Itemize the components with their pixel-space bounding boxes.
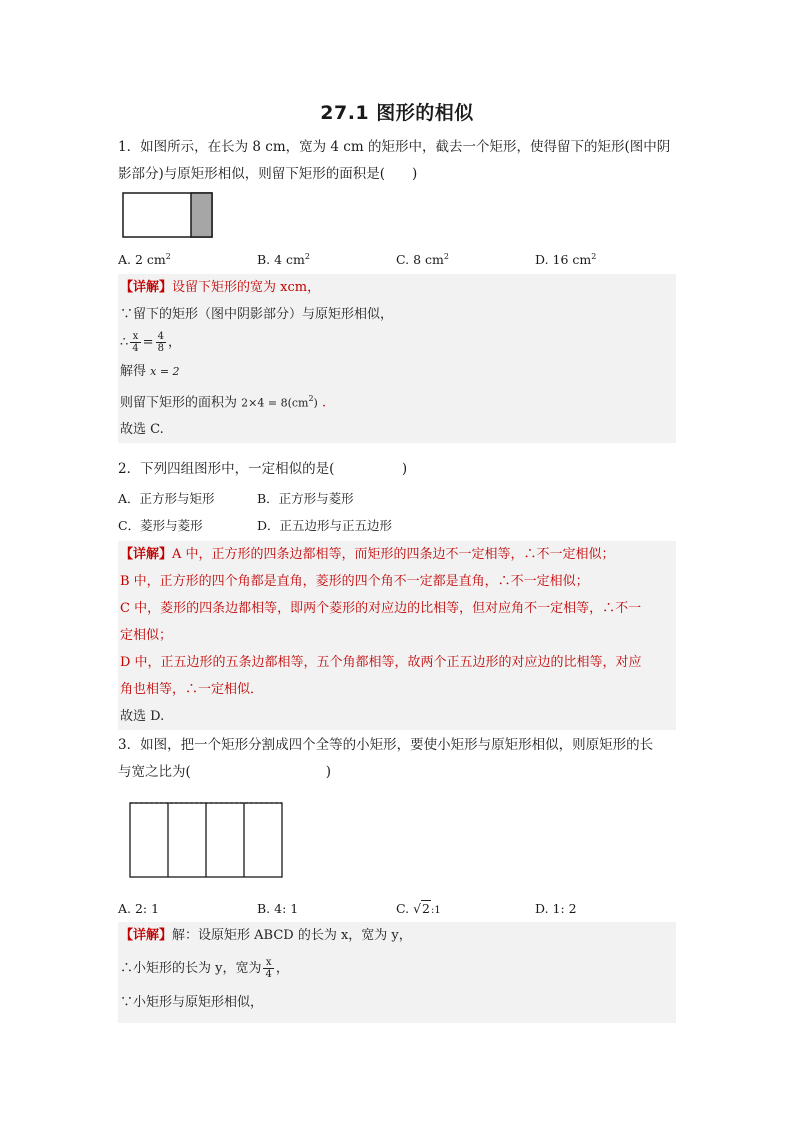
option-a[interactable]: A．正方形与矩形 [118,491,215,506]
option-d[interactable]: D. 1: 2 [535,901,577,916]
answer-1-line-1: 【详解】设留下矩形的宽为 xcm， [120,280,321,295]
answer-1-line-2: ∵留下的矩形（图中阴影部分）与原矩形相似， [120,307,394,322]
option-c[interactable]: C．菱形与菱形 [118,518,203,533]
shaded-rectangle [191,193,212,237]
answer-2-line-4: 定相似； [120,628,173,643]
question-3-line-2: 与宽之比为( ) [118,764,332,780]
question-3 [118,732,676,786]
answer-1-line-6: 故选 C. [120,422,164,438]
question-1 [118,134,676,188]
option-c[interactable]: C. √2:1 [396,901,441,916]
question-2-options-row-1 [118,485,676,512]
question-1-line-2: 影部分)与原矩形相似，则留下矩形的面积是( ) [118,166,418,182]
option-b[interactable]: B. 4 $cm^2$ [257,252,311,268]
question-3-figure [128,800,284,880]
answer-1 [118,274,676,443]
answer-2-line-6: 角也相等，∴一定相似． [120,682,264,697]
answer-1-line-3: ∴ $\frac{x}{4}$ = $\frac{4}{8}$ ， [120,331,181,354]
question-2: 2．下列四组图形中，一定相似的是( ) [118,461,408,477]
answer-3-line-1: 【详解】解：设原矩形 ABCD 的长为 x，宽为 y， [120,928,412,943]
option-b[interactable]: B．正方形与菱形 [257,491,354,506]
answer-2-line-2: B 中，正方形的四个角都是直角，菱形的四个角不一定都是直角，∴不一定相似； [120,574,589,589]
option-a[interactable]: A. 2 $cm^2$ [118,252,171,268]
answer-3-line-2: ∴小矩形的长为 y，宽为 $\frac{x}{4}$ ， [120,957,289,980]
answer-2 [118,541,676,730]
question-3-line-1: 3．如图，把一个矩形分割成四个全等的小矩形，要使小矩形与原矩形相似，则原矩形的长 [118,737,654,753]
option-c[interactable]: C. 8 $cm^2$ [396,252,449,268]
question-3-options [118,897,676,923]
option-a[interactable]: A. 2: 1 [118,901,160,916]
question-1-figure [122,192,214,240]
option-b[interactable]: B. 4: 1 [257,901,299,916]
page-title: 27.1 图形的相似 [320,102,474,124]
answer-1-line-4: 解得 x = 2 [120,364,180,379]
answer-3 [118,922,676,1023]
answer-2-line-1: 【详解】A 中，正方形的四条边都相等，而矩形的四条边不一定相等，∴不一定相似； [120,547,615,562]
option-d[interactable]: D. 16 $cm^2$ [535,252,597,268]
answer-2-line-7: 故选 D. [120,709,165,724]
answer-2-line-5: D 中，正五边形的五条边都相等，五个角都相等，故两个正五边形的对应边的比相等，对应 [120,655,642,670]
option-d[interactable]: D．正五边形与正五边形 [257,518,393,533]
answer-3-line-3: ∵小矩形与原矩形相似， [120,995,264,1010]
answer-2-line-3: C 中，菱形的四条边都相等，即两个菱形的对应边的比相等，但对应角不一定相等，∴不一 [120,601,642,616]
question-1-options [118,248,676,274]
answer-1-line-5: 则留下矩形的面积为 $2\times 4 = 8(cm^2)$ . [120,394,327,411]
question-1-line-1: 1．如图所示，在长为 8 cm，宽为 4 cm 的矩形中，截去一个矩形，使得留下的矩形(图中阴 [118,139,671,155]
question-2-options-row-2 [118,512,676,539]
